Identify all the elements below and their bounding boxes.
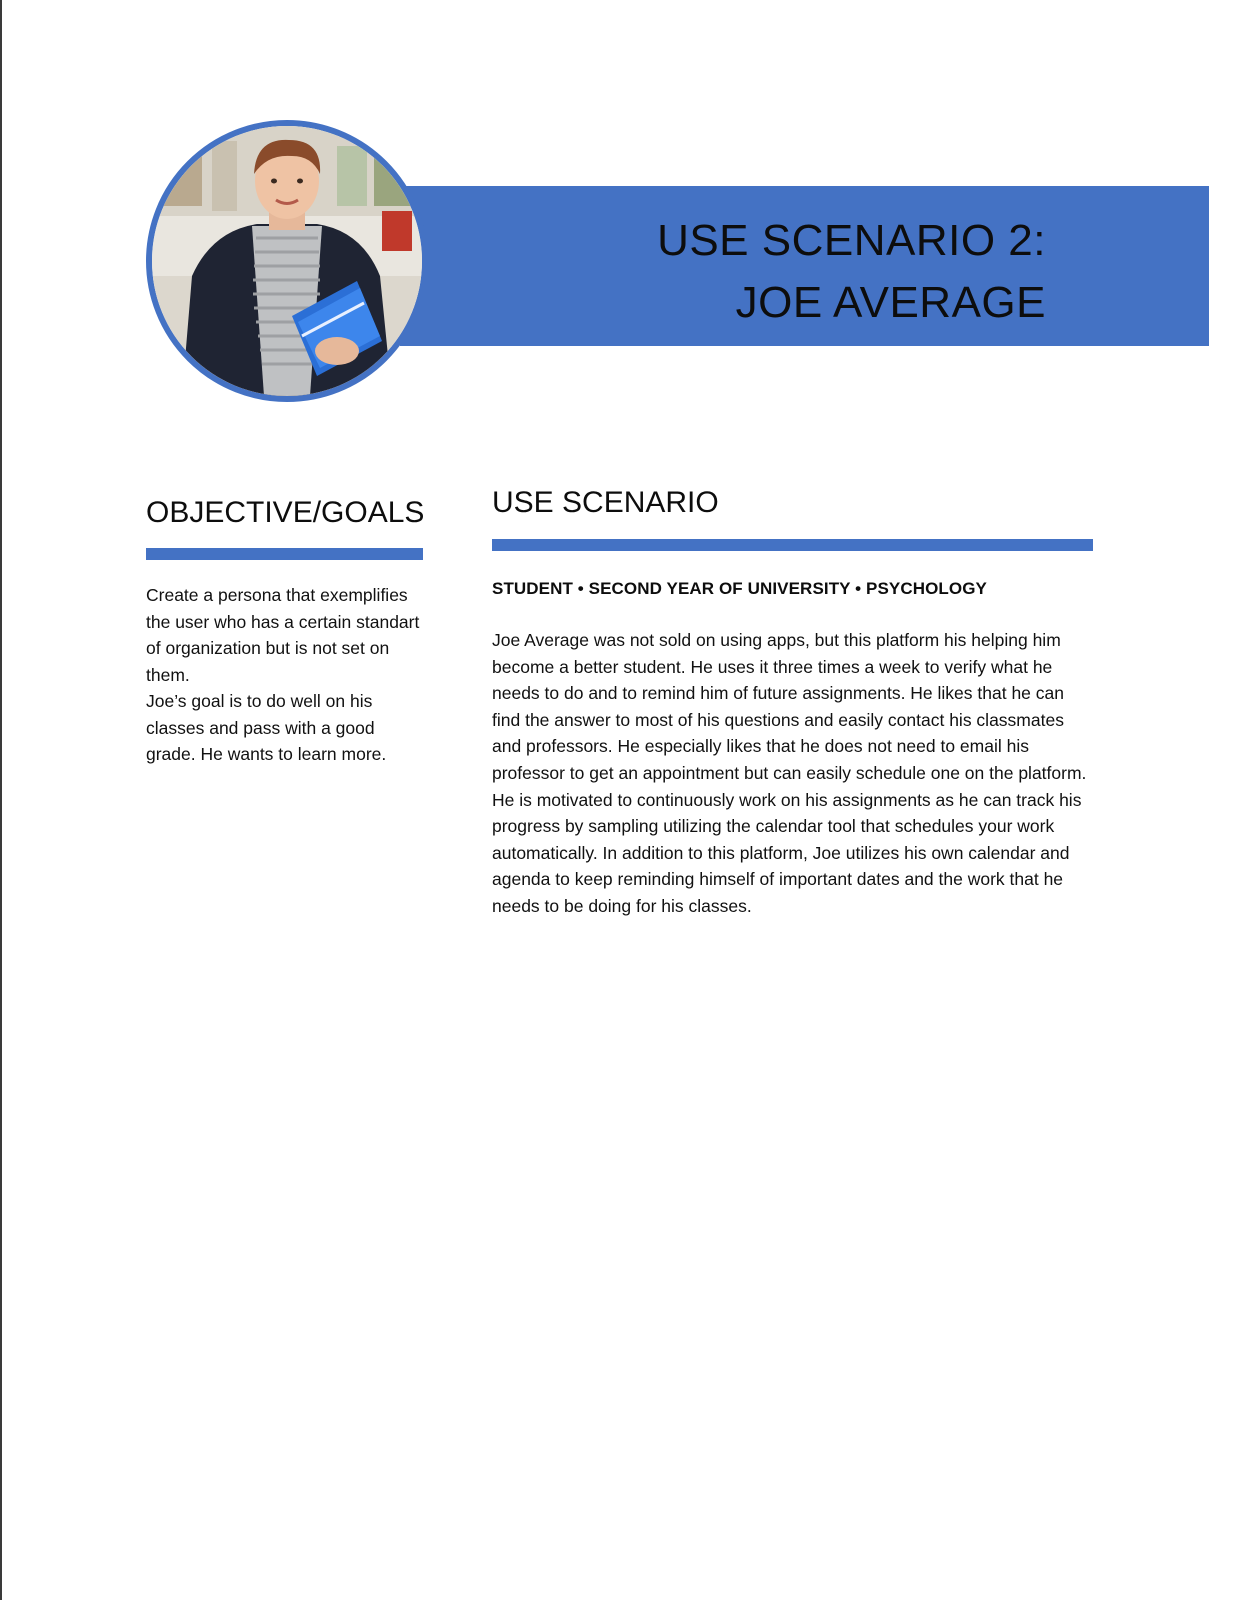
persona-photo <box>146 120 428 402</box>
page-title-line-1: USE SCENARIO 2: <box>657 216 1046 265</box>
scenario-section <box>492 486 1095 920</box>
scenario-divider <box>492 539 1093 551</box>
objective-paragraph-1: Create a persona that exemplifies the user who has a certain standart of organization but is not set on them. <box>146 585 420 685</box>
page-title-line-2: JOE AVERAGE <box>735 278 1046 327</box>
objective-divider <box>146 548 423 560</box>
scenario-body: Joe Average was not sold on using apps, but this platform his helping him become a better student. He uses it three times a week to verify what he needs to do and to remind him of future assignments. He likes that he can find the answer to most of his questions and easily contact his classmates and professors. He especially likes that he does not need to email his professor to get an appointment but can easily schedule one on the platform. He is motivated to continuously work on his assignments as he can track his progress by sampling utilizing the calendar tool that schedules your work automatically. In addition to this platform, Joe utilizes his own calendar and agenda to keep reminding himself of important dates and the work that he needs to be doing for his classes. <box>492 630 1087 916</box>
objective-heading: OBJECTIVE/GOALS <box>146 496 425 529</box>
persona-subtitle: STUDENT • SECOND YEAR OF UNIVERSITY • PSYCHOLOGY <box>492 579 987 598</box>
objective-text <box>146 582 424 768</box>
student-portrait-icon <box>152 126 422 396</box>
scenario-heading: USE SCENARIO <box>492 486 719 519</box>
page-left-edge <box>0 0 2 1600</box>
objective-section <box>146 496 424 768</box>
page-title <box>657 210 1046 334</box>
header-banner <box>400 186 1209 346</box>
objective-paragraph-2: Joe’s goal is to do well on his classes and pass with a good grade. He wants to learn more. <box>146 691 387 764</box>
